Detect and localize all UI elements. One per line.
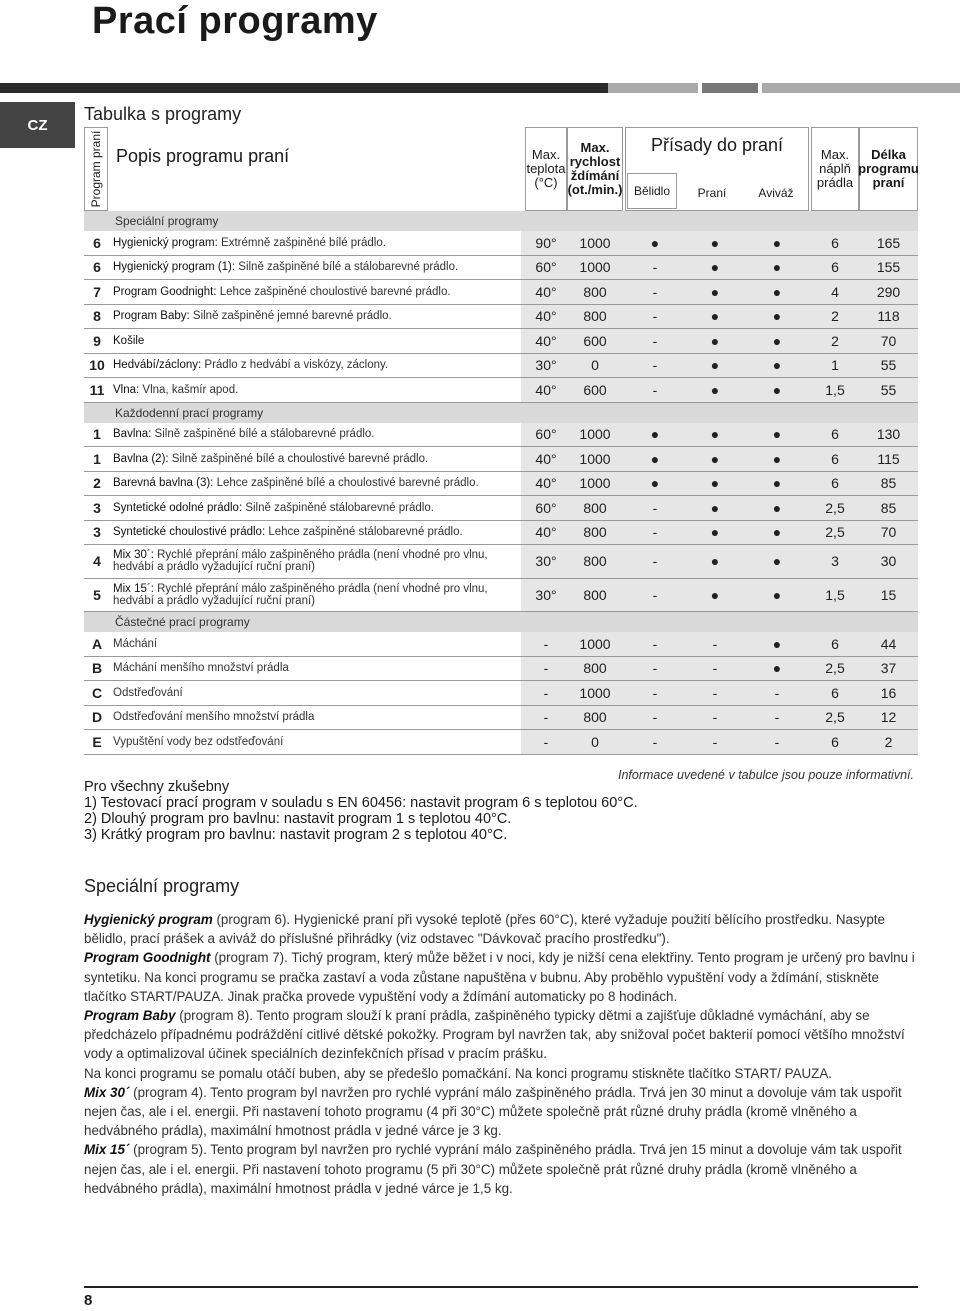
- program-description: [113, 632, 519, 656]
- cell-bleach: -: [652, 499, 658, 516]
- program-name: Syntetické odolné prádlo:: [113, 501, 243, 514]
- paragraph: [84, 948, 916, 1006]
- cell-bleach: ●: [650, 426, 660, 443]
- paragraph: [84, 910, 916, 948]
- paragraph-text: (program 7). Tichý program, který může běžet i v noci, kdy je nižší cena elektřiny. Tento program je určený pro bavlnu i syntetiku. Na konci programu se pračka zastaví a voda zůstane napuštěna v bubnu. Aby proběhlo vypuštění vody a ždímání, stiskněte tlačítko START/PAUZA. Jinak pračka provede vypuštění vody a ždímání automaticky po 8 hodinách.: [84, 950, 915, 1004]
- program-detail: Silně zašpiněné bílé a stálobarevné prádlo.: [151, 428, 375, 441]
- notes-heading: Pro všechny zkušebny: [84, 779, 230, 795]
- program-detail: Lehce zašpiněné choulostivé barevné prádlo.: [216, 285, 451, 298]
- cell-wash: ●: [710, 357, 720, 374]
- program-name: Barevná bavlna (3):: [113, 477, 214, 490]
- program-name: Bavlna:: [113, 428, 152, 441]
- table-row: [84, 521, 918, 546]
- header-bar-mid: [702, 83, 758, 93]
- cell-wash: ●: [710, 283, 720, 300]
- cell-duration: 115: [877, 450, 900, 467]
- cell-softener: ●: [772, 426, 782, 443]
- program-detail: Rychlé přeprání málo zašpiněného prádla (není vhodné pro vlnu, hedvábí a prádlo vyžadující ruční praní): [113, 582, 488, 607]
- category-label: Každodenní prací programy: [115, 405, 264, 420]
- paragraph-title: Program Baby: [84, 1008, 176, 1024]
- cell-duration: 44: [880, 635, 897, 652]
- cell-duration: 2: [884, 733, 893, 750]
- header-bar-light-2: [762, 83, 960, 93]
- header-bar-dark: [0, 83, 608, 93]
- header-duration: Délka programu praní: [859, 127, 918, 211]
- cell-softener: ●: [772, 499, 782, 516]
- cell-wash: ●: [710, 450, 720, 467]
- cell-spin: 800: [583, 308, 607, 325]
- cell-bleach: -: [652, 357, 658, 374]
- header-max-temp: Max. teplota (°C): [525, 127, 567, 211]
- table-row: [84, 681, 918, 706]
- program-detail: Silně zašpiněné bílé a choulostivé barevné prádlo.: [168, 452, 429, 465]
- paragraph-text: (program 8). Tento program slouží k praní prádla, zašpiněného typicky dětmi a zajišťuje důkladné vymáchání, aby se předcházelo případnému podráždění citlivé dětské pokožky. Program byl navržen tak, aby snižoval počet bakterií pomocí většího množství vody a optimalizoval účinek speciálních dezinfekčních přísad v pracím prášku.: [84, 1008, 905, 1062]
- cell-spin: 800: [583, 660, 607, 677]
- program-number: B: [91, 660, 103, 677]
- cell-softener: ●: [772, 586, 782, 603]
- table-row: [84, 329, 918, 354]
- cell-spin: 600: [583, 381, 607, 398]
- cell-spin: 1000: [579, 259, 611, 276]
- cell-load: 6: [831, 684, 839, 701]
- table-row: [84, 545, 918, 579]
- cell-spin: 800: [583, 283, 607, 300]
- cell-temp: 60°: [535, 259, 557, 276]
- program-number: 11: [89, 381, 105, 398]
- program-description: [113, 378, 519, 402]
- program-detail: Vlna, kašmír apod.: [139, 383, 239, 396]
- cell-softener: -: [774, 684, 780, 701]
- cell-duration: 165: [876, 234, 901, 251]
- table-header: [84, 127, 918, 211]
- table-row: [84, 378, 918, 403]
- cell-load: 6: [831, 635, 839, 652]
- cell-wash: -: [712, 635, 718, 652]
- program-description: [113, 472, 519, 496]
- cell-duration: 85: [880, 499, 897, 516]
- program-number: 5: [93, 586, 101, 603]
- cell-load: 6: [831, 426, 839, 443]
- table-row: [84, 305, 918, 330]
- language-badge: CZ: [0, 102, 75, 148]
- cell-duration: 55: [880, 381, 897, 398]
- category-row: [84, 211, 918, 231]
- note-2: 2) Dlouhý program pro bavlnu: nastavit program 1 s teplotou 40°C.: [84, 811, 512, 827]
- cell-temp: -: [543, 709, 549, 726]
- category-row: [84, 612, 918, 632]
- cell-load: 3: [831, 553, 839, 570]
- program-description: [113, 496, 519, 520]
- page-number: 8: [84, 1292, 93, 1309]
- program-description: [113, 354, 519, 378]
- table-row: [84, 496, 918, 521]
- cell-temp: 30°: [535, 357, 557, 374]
- program-detail: Silně zašpiněné jemné barevné prádlo.: [189, 310, 392, 323]
- program-description: [113, 521, 519, 545]
- cell-softener: ●: [772, 660, 782, 677]
- cell-temp: 40°: [535, 308, 557, 325]
- program-description: [113, 305, 519, 329]
- header-program-vertical: Program praní: [84, 127, 108, 211]
- table-row: [84, 706, 918, 731]
- cell-bleach: -: [652, 308, 658, 325]
- header-bar: [0, 83, 960, 93]
- cell-temp: 40°: [535, 450, 557, 467]
- header-additives: Přísady do praní: [625, 127, 809, 211]
- program-description: [113, 545, 519, 578]
- program-detail: Lehce zašpiněné bílé a choulostivé barevné prádlo.: [213, 477, 479, 490]
- paragraph: [84, 1083, 916, 1141]
- program-name: Hygienický program:: [113, 236, 218, 249]
- special-programs-text: [84, 910, 916, 1198]
- cell-bleach: ●: [650, 450, 660, 467]
- cell-load: 1,5: [825, 381, 845, 398]
- program-number: C: [91, 684, 103, 701]
- cell-spin: 800: [583, 499, 607, 516]
- cell-wash: ●: [710, 499, 720, 516]
- paragraph-title: Mix 30´: [84, 1084, 130, 1100]
- cell-temp: 60°: [535, 426, 557, 443]
- cell-bleach: -: [652, 381, 658, 398]
- program-number: 6: [93, 234, 101, 251]
- paragraph: [84, 1006, 916, 1064]
- paragraph-text: Na konci programu se pomalu otáčí buben, aby se předešlo pomačkání. Na konci programu stiskněte tlačítko START/ PAUZA.: [84, 1065, 832, 1081]
- cell-softener: ●: [772, 635, 782, 652]
- cell-temp: -: [543, 660, 549, 677]
- cell-wash: ●: [710, 234, 720, 251]
- cell-temp: 60°: [535, 499, 557, 516]
- cell-wash: ●: [710, 259, 720, 276]
- cell-softener: ●: [772, 553, 782, 570]
- table-row: [84, 632, 918, 657]
- cell-softener: ●: [772, 259, 782, 276]
- table-row: [84, 354, 918, 379]
- cell-wash: -: [712, 733, 718, 750]
- paragraph-text: (program 6). Hygienické praní při vysoké teplotě (přes 60°C), které vyžaduje použití bělícího prostředku. Nasypte bělidlo, prací prášek a aviváž do příslušné přihrádky (viz odstavec "Dávkovač pracího prostředku").: [84, 912, 885, 947]
- programs-table: [84, 127, 918, 755]
- cell-spin: 1000: [579, 475, 611, 492]
- cell-wash: ●: [710, 332, 720, 349]
- paragraph-text: (program 5). Tento program byl navržen pro rychlé vyprání málo zašpiněného prádla. Trvá jen 15 minut a dovoluje vám tak uspořit nejen čas, ale i el. energii. Při nastavení tohoto programu (5 při 30°C) můžete společně prát různé druhy prádla (kromě vlněného a hedvábného prádla), maximální hmotnost prádla v jedné várce je 1,5 kg.: [84, 1142, 902, 1196]
- special-programs-heading: Speciální programy: [84, 876, 240, 896]
- program-number: E: [92, 733, 102, 750]
- cell-spin: 0: [591, 733, 599, 750]
- program-detail: Silně zašpiněné bílé a stálobarevné prádlo.: [235, 261, 459, 274]
- program-number: 9: [93, 332, 101, 349]
- category-row: [84, 403, 918, 423]
- cell-temp: 90°: [535, 234, 557, 251]
- cell-temp: 40°: [535, 381, 557, 398]
- cell-load: 2: [831, 332, 839, 349]
- program-detail: Máchání: [113, 637, 158, 650]
- header-bleach: Bělidlo: [627, 173, 677, 209]
- header-softener: Aviváž: [758, 186, 794, 200]
- cell-softener: ●: [772, 524, 782, 541]
- cell-load: 6: [831, 450, 839, 467]
- note-1: 1) Testovací prací program v souladu s EN 60456: nastavit program 6 s teplotou 60°C.: [84, 795, 638, 811]
- program-name: Program Goodnight:: [113, 285, 217, 298]
- cell-bleach: -: [652, 553, 658, 570]
- table-row: [84, 657, 918, 682]
- cell-duration: 70: [880, 524, 897, 541]
- cell-load: 1: [831, 357, 839, 374]
- header-max-spin: Max. rychlost ždímání (ot./min.): [567, 127, 623, 211]
- cell-load: 2,5: [825, 499, 845, 516]
- program-name: Košile: [113, 334, 145, 347]
- cell-duration: 37: [880, 660, 897, 677]
- table-row: [84, 256, 918, 281]
- cell-softener: -: [774, 709, 780, 726]
- cell-temp: -: [543, 684, 549, 701]
- table-row: [84, 447, 918, 472]
- header-wash: Praní: [697, 186, 727, 200]
- program-number: 3: [93, 524, 101, 541]
- footer-rule: [84, 1286, 918, 1288]
- cell-duration: 16: [880, 684, 897, 701]
- cell-bleach: ●: [650, 234, 660, 251]
- category-label: Částečné prací programy: [115, 615, 250, 629]
- cell-spin: 600: [583, 332, 607, 349]
- cell-load: 6: [831, 733, 839, 750]
- cell-wash: -: [712, 684, 718, 701]
- cell-spin: 1000: [579, 426, 611, 443]
- table-heading: Tabulka s programy: [84, 104, 242, 124]
- table-row: [84, 472, 918, 497]
- program-number: 1: [93, 426, 101, 443]
- cell-duration: 290: [876, 283, 901, 300]
- cell-temp: 30°: [535, 586, 557, 603]
- cell-duration: 30: [880, 553, 897, 570]
- cell-temp: 40°: [535, 475, 557, 492]
- program-name: Syntetické choulostivé prádlo:: [113, 526, 266, 539]
- cell-bleach: -: [652, 524, 658, 541]
- info-note: Informace uvedené v tabulce jsou pouze informativní.: [617, 768, 914, 782]
- program-number: 4: [93, 553, 101, 570]
- cell-bleach: -: [652, 733, 658, 750]
- table-row: [84, 423, 918, 448]
- cell-wash: ●: [710, 308, 720, 325]
- cell-duration: 15: [880, 586, 897, 603]
- program-description: [113, 730, 519, 754]
- program-number: 8: [93, 308, 101, 325]
- cell-load: 2,5: [825, 709, 845, 726]
- program-detail: Silně zašpiněné stálobarevné prádlo.: [242, 501, 434, 514]
- header-max-load: Max. náplň prádla: [811, 127, 859, 211]
- program-detail: Lehce zašpiněné stálobarevné prádlo.: [265, 526, 463, 539]
- cell-softener: ●: [772, 450, 782, 467]
- program-description: [113, 280, 519, 304]
- cell-temp: 40°: [535, 524, 557, 541]
- cell-duration: 12: [880, 709, 897, 726]
- cell-wash: -: [712, 660, 718, 677]
- cell-bleach: -: [652, 283, 658, 300]
- cell-softener: ●: [772, 308, 782, 325]
- program-detail: Extrémně zašpiněné bílé prádlo.: [217, 236, 386, 249]
- program-number: 1: [93, 450, 101, 467]
- program-number: A: [91, 635, 103, 652]
- cell-load: 2,5: [825, 524, 845, 541]
- table-body: [84, 211, 918, 755]
- program-name: Bavlna (2):: [113, 452, 169, 465]
- cell-spin: 1000: [579, 234, 611, 251]
- cell-wash: -: [712, 709, 718, 726]
- page-title: Prací programy: [92, 0, 378, 42]
- table-row: [84, 730, 918, 755]
- program-detail: Vypuštění vody bez odstřeďování: [113, 735, 284, 748]
- cell-bleach: -: [652, 259, 658, 276]
- cell-load: 6: [831, 234, 839, 251]
- program-number: 2: [93, 475, 101, 492]
- category-label: Speciální programy: [115, 214, 219, 228]
- cell-load: 6: [831, 259, 839, 276]
- cell-wash: ●: [710, 524, 720, 541]
- cell-duration: 130: [876, 426, 901, 443]
- program-description: [113, 256, 519, 280]
- program-number: 3: [93, 499, 101, 516]
- cell-bleach: -: [652, 635, 658, 652]
- program-detail: Prádlo z hedvábí a viskózy, záclony.: [201, 359, 389, 372]
- cell-bleach: -: [652, 709, 658, 726]
- cell-wash: ●: [710, 553, 720, 570]
- program-description: [113, 423, 519, 447]
- cell-bleach: ●: [650, 475, 660, 492]
- table-row: [84, 579, 918, 613]
- program-number: 10: [89, 357, 105, 374]
- cell-duration: 155: [876, 259, 901, 276]
- paragraph-title: Mix 15´: [84, 1142, 130, 1158]
- program-description: [113, 231, 519, 255]
- paragraph: [84, 1140, 916, 1198]
- program-description: [113, 329, 519, 353]
- cell-load: 4: [831, 283, 839, 300]
- cell-softener: ●: [772, 381, 782, 398]
- program-number: 7: [93, 283, 101, 300]
- note-3: 3) Krátký program pro bavlnu: nastavit program 2 s teplotou 40°C.: [84, 827, 508, 843]
- cell-bleach: -: [652, 684, 658, 701]
- paragraph-title: Program Goodnight: [84, 950, 211, 966]
- cell-softener: ●: [772, 283, 782, 300]
- program-description: [113, 447, 519, 471]
- cell-spin: 800: [583, 524, 607, 541]
- cell-spin: 1000: [579, 450, 611, 467]
- cell-softener: -: [774, 733, 780, 750]
- program-description: [113, 706, 519, 730]
- cell-load: 1,5: [825, 586, 845, 603]
- program-name: Vlna:: [113, 383, 140, 396]
- cell-softener: ●: [772, 475, 782, 492]
- cell-wash: ●: [710, 426, 720, 443]
- table-row: [84, 231, 918, 256]
- header-description: Popis programu praní: [116, 146, 290, 166]
- header-bar-light: [608, 83, 698, 93]
- cell-softener: ●: [772, 234, 782, 251]
- cell-bleach: -: [652, 660, 658, 677]
- cell-softener: ●: [772, 332, 782, 349]
- program-detail: Odstřeďování: [113, 686, 183, 699]
- paragraph-title: Hygienický program: [84, 912, 213, 927]
- cell-temp: 40°: [535, 283, 557, 300]
- program-name: Program Baby:: [113, 310, 190, 323]
- cell-load: 2: [831, 308, 839, 325]
- program-description: [113, 579, 519, 612]
- program-number: 6: [93, 259, 101, 276]
- cell-wash: ●: [710, 475, 720, 492]
- test-notes: [84, 779, 924, 843]
- program-name: Mix 30´:: [113, 549, 154, 562]
- cell-spin: 1000: [579, 635, 611, 652]
- program-detail: Máchání menšího množství prádla: [113, 662, 289, 675]
- program-detail: Odstřeďování menšího množství prádla: [113, 711, 315, 724]
- cell-duration: 70: [880, 332, 897, 349]
- table-row: [84, 280, 918, 305]
- cell-spin: 800: [583, 586, 607, 603]
- cell-load: 6: [831, 475, 839, 492]
- program-description: [113, 681, 519, 705]
- program-name: Mix 15´:: [113, 582, 154, 595]
- cell-softener: ●: [772, 357, 782, 374]
- cell-duration: 55: [880, 357, 897, 374]
- program-description: [113, 657, 519, 681]
- program-detail: Rychlé přeprání málo zašpiněného prádla (není vhodné pro vlnu, hedvábí a prádlo vyžadující ruční praní): [113, 549, 488, 574]
- cell-load: 2,5: [825, 660, 845, 677]
- cell-duration: 85: [880, 475, 897, 492]
- cell-spin: 0: [591, 357, 599, 374]
- cell-bleach: -: [652, 586, 658, 603]
- program-name: Hedvábí/záclony:: [113, 359, 202, 372]
- cell-temp: 40°: [535, 332, 557, 349]
- cell-wash: ●: [710, 586, 720, 603]
- cell-spin: 800: [583, 709, 607, 726]
- cell-bleach: -: [652, 332, 658, 349]
- cell-spin: 800: [583, 553, 607, 570]
- cell-temp: -: [543, 635, 549, 652]
- paragraph-text: (program 4). Tento program byl navržen pro rychlé vyprání málo zašpiněného prádla. Trvá jen 30 minut a dovoluje vám tak uspořit nejen čas, ale i el. energii. Při nastavení tohoto programu (4 při 30°C) můžete společně prát různé druhy prádla (kromě vlněného a hedvábného prádla), maximální hmotnost prádla v jedné várce je 3 kg.: [84, 1084, 902, 1139]
- cell-spin: 1000: [579, 684, 611, 701]
- cell-wash: ●: [710, 381, 720, 398]
- cell-temp: -: [543, 733, 549, 750]
- program-name: Hygienický program (1):: [113, 261, 236, 274]
- program-number: D: [91, 709, 103, 726]
- paragraph: [84, 1064, 916, 1083]
- cell-duration: 118: [877, 308, 900, 325]
- cell-temp: 30°: [535, 553, 557, 570]
